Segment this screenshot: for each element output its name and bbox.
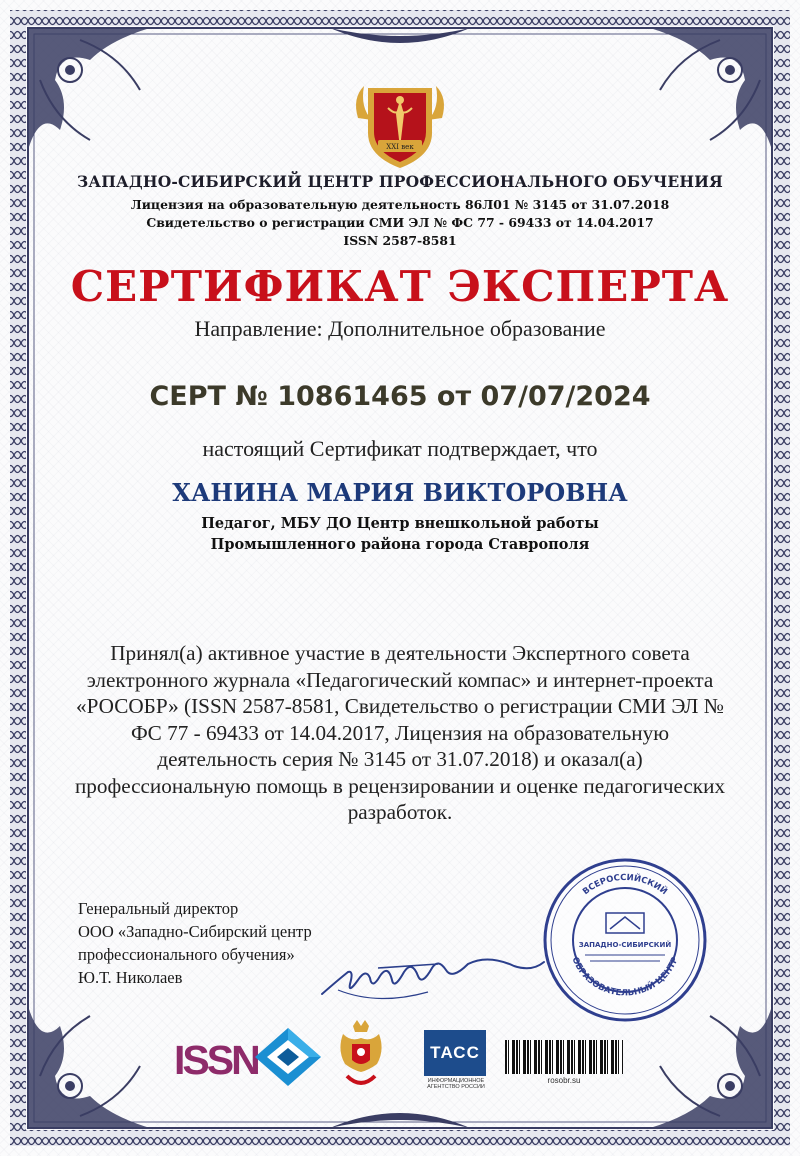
rosobr-site: rosobr.su <box>547 1076 581 1085</box>
signatory-org-line2: профессионального обучения» <box>78 945 295 964</box>
certificate-title: СЕРТИФИКАТ ЭКСПЕРТА <box>70 262 730 311</box>
barcode <box>505 1040 623 1074</box>
stamp-center-text: ЗАПАДНО-СИБИРСКИЙ <box>578 941 672 949</box>
tass-logo <box>424 1030 486 1076</box>
round-stamp <box>540 855 710 1025</box>
issn-line: ISSN 2587-8581 <box>343 233 457 248</box>
issn-logo-text: ISSN <box>174 1037 258 1083</box>
top-center-ornament <box>330 28 470 43</box>
registration-line: Свидетельство о регистрации СМИ ЭЛ № ФС 77 - 69433 от 14.04.2017 <box>146 215 654 230</box>
registry-diamond-logo <box>253 1026 323 1088</box>
stamp-top-text: ВСЕРОССИЙСКИЙ <box>581 872 669 898</box>
tass-logo-text: ТАСС <box>430 1043 480 1062</box>
coat-of-arms-icon <box>333 1020 389 1090</box>
issn-logo <box>174 1037 258 1083</box>
organization-name: ЗАПАДНО-СИБИРСКИЙ ЦЕНТР ПРОФЕССИОНАЛЬНОГО ОБУЧЕНИЯ <box>77 172 723 191</box>
recipient-position-line1: Педагог, МБУ ДО Центр внешкольной работы <box>201 515 599 532</box>
corner-ornament-bl <box>28 1006 150 1128</box>
tass-caption: ИНФОРМАЦИОННОЕ АГЕНТСТВО РОССИИ <box>427 1078 485 1090</box>
handwritten-signature <box>318 950 548 1010</box>
license-line: Лицензия на образовательную деятельность 86Л01 № 3145 от 31.07.2018 <box>130 197 670 212</box>
crest-emblem <box>350 78 450 173</box>
bottom-center-ornament <box>330 1113 470 1128</box>
stamp-bottom-text: ОБРАЗОВАТЕЛЬНЫЙ ЦЕНТР <box>569 955 681 999</box>
certificate-body: Принял(а) активное участие в деятельности Экспертного совета электронного журнала «Педагогический компас» и интернет-проекта «РОСОБР» (ISSN 2587-8581, Свидетельство о регистрации СМИ ЭЛ № ФС 77 - 69433 от 14.04.2017, Лицензия на образовательную деятельность серия № 3145 от 31.07.2018) и оказал(а) профессиональную помощь в рецензировании и оценке педагогических разработок. <box>74 641 726 824</box>
certificate-number: СЕРТ № 10861465 от 07/07/2024 <box>149 381 651 412</box>
direction-line: Направление: Дополнительное образование <box>194 316 606 341</box>
recipient-name: ХАНИНА МАРИЯ ВИКТОРОВНА <box>172 478 628 507</box>
emblem-caption: XXI век <box>386 143 414 151</box>
signatory-title: Генеральный директор <box>78 899 239 918</box>
corner-ornament-tr <box>650 28 772 150</box>
confirm-line: настоящий Сертификат подтверждает, что <box>202 436 598 461</box>
signatory-org-line1: ООО «Западно-Сибирский центр <box>78 922 312 941</box>
corner-ornament-tl <box>28 28 150 150</box>
recipient-position-line2: Промышленного района города Ставрополя <box>210 536 590 553</box>
signatory-name: Ю.Т. Николаев <box>78 968 183 987</box>
